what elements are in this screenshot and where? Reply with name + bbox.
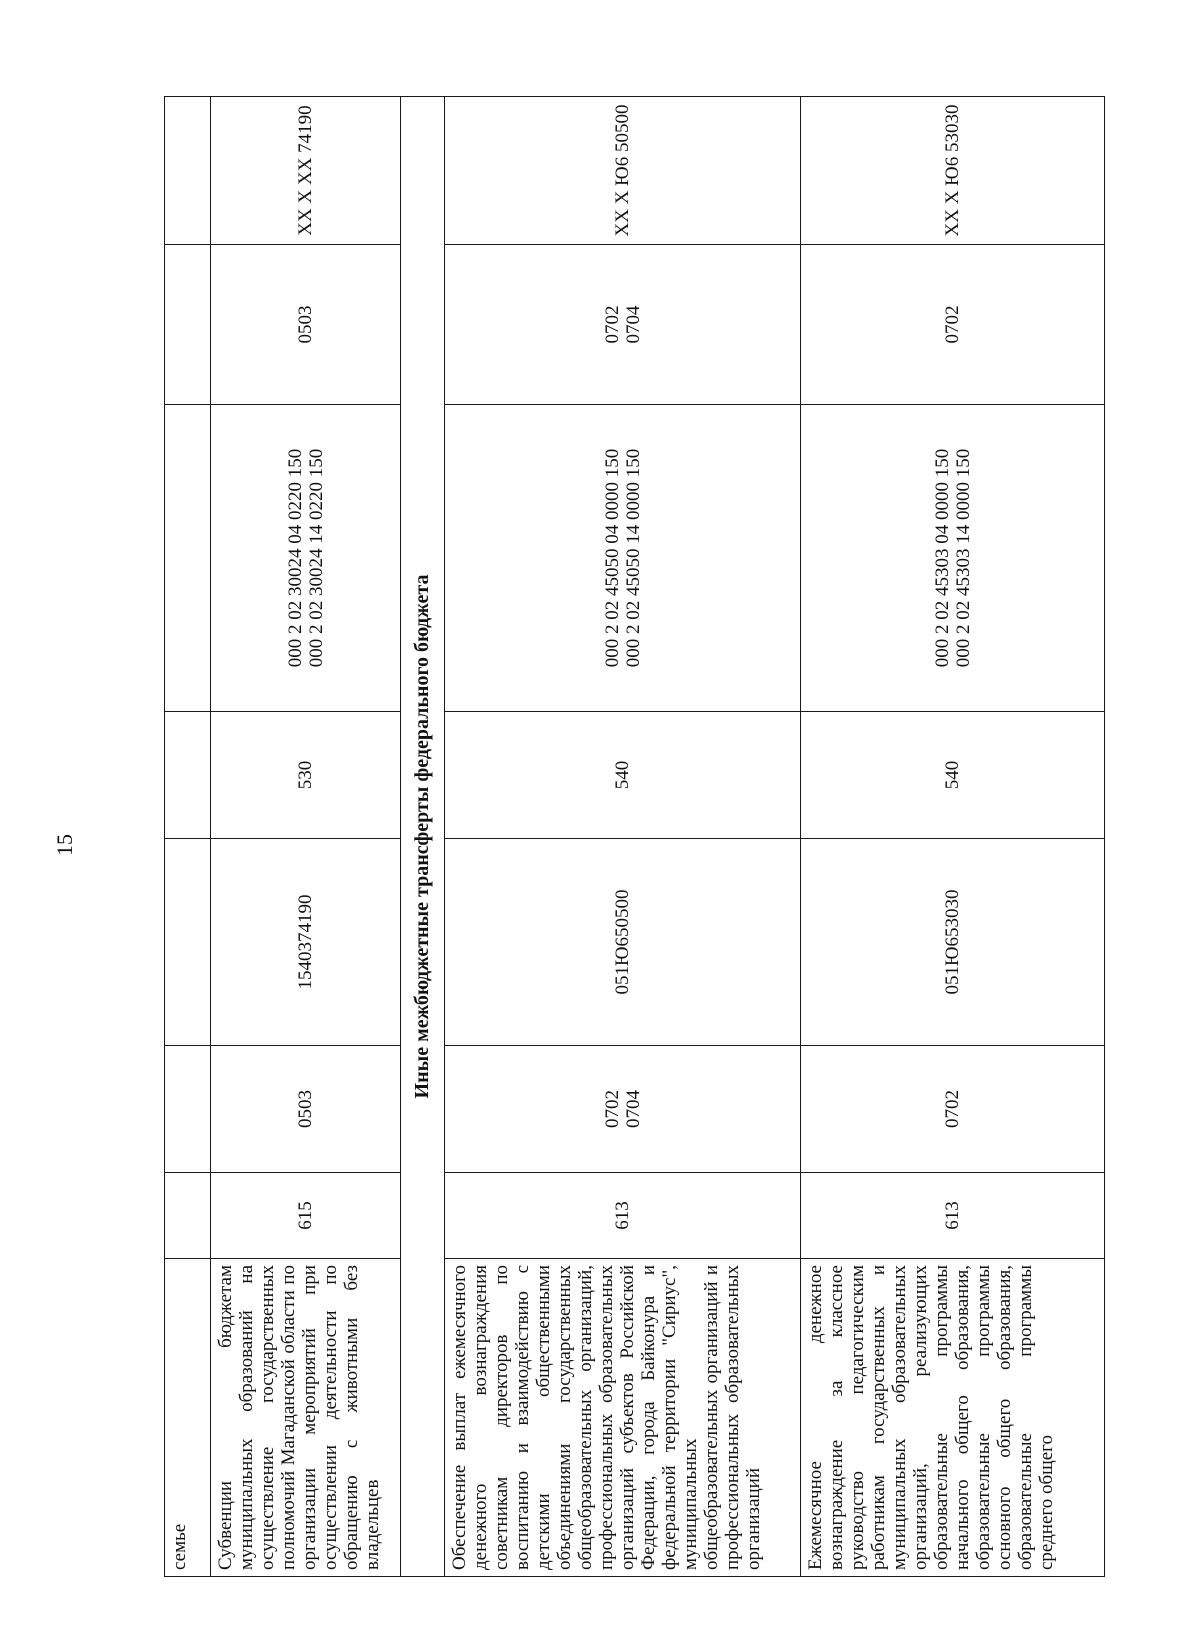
cell-col1 (165, 1173, 211, 1259)
cell-col1: 615 (211, 1173, 401, 1259)
cell-col6: 0702 (801, 245, 1105, 405)
cell-col2: 0503 (211, 1046, 401, 1173)
cell-col3: 1540374190 (211, 839, 401, 1046)
cell-col3: 051Ю650500 (445, 839, 801, 1046)
cell-col5 (165, 405, 211, 712)
table-row (211, 97, 401, 1577)
cell-col5: 000 2 02 45303 04 0000 150 000 2 02 45303 14 0000 150 (801, 405, 1105, 712)
budget-table (164, 96, 1105, 1577)
cell-col2 (165, 1046, 211, 1173)
cell-col1: 613 (445, 1173, 801, 1259)
cell-col4: 540 (801, 712, 1105, 839)
cell-col5: 000 2 02 45050 04 0000 150 000 2 02 45050 14 0000 150 (445, 405, 801, 712)
table-row (165, 97, 211, 1577)
cell-col5: 000 2 02 30024 04 0220 150 000 2 02 30024 14 0220 150 (211, 405, 401, 712)
row-description: Субвенции бюджетам муниципальных образований на осуществление государственных полномочий Магаданской области по организации мероприятий при осуществлении деятельности по обращению с животными без владельцев (211, 1259, 401, 1577)
cell-col1: 613 (801, 1173, 1105, 1259)
rotated-table-wrapper (164, 97, 1104, 1577)
row-description: семье (165, 1259, 211, 1577)
row-description: Ежемесячное денежное вознаграждение за классное руководство педагогическим работникам государственных и муниципальных образовательных организаций, реализующих образовательные программы начального общего образования, образовательные программы основного общего образования, образовательные программы среднего общего (801, 1259, 1105, 1577)
cell-col6 (165, 245, 211, 405)
cell-col4: 530 (211, 712, 401, 839)
cell-col7 (165, 97, 211, 245)
table-row (445, 97, 801, 1577)
row-description: Обеспечение выплат ежемесячного денежного вознаграждения советникам директоров по воспитанию и взаимодействию с детскими общественными объединениями государственных общеобразовательных организаций, профессиональных образовательных организаций субъектов Российской Федерации, города Байконура и федеральной территории "Сириус", муниципальных общеобразовательных организаций и профессиональных образовательных организаций (445, 1259, 801, 1577)
cell-col3: 051Ю653030 (801, 839, 1105, 1046)
cell-col2: 0702 (801, 1046, 1105, 1173)
section-header-row (401, 97, 445, 1577)
cell-col3 (165, 839, 211, 1046)
cell-col7: XX X Ю6 53030 (801, 97, 1105, 245)
table-row (801, 97, 1105, 1577)
section-header: Иные межбюджетные трансферты федерального бюджета (401, 97, 445, 1577)
cell-col4 (165, 712, 211, 839)
cell-col7: XX X XX 74190 (211, 97, 401, 245)
cell-col6: 0702 0704 (445, 245, 801, 405)
cell-col7: XX X Ю6 50500 (445, 97, 801, 245)
page-number: 15 (52, 834, 77, 856)
cell-col2: 0702 0704 (445, 1046, 801, 1173)
cell-col6: 0503 (211, 245, 401, 405)
cell-col4: 540 (445, 712, 801, 839)
